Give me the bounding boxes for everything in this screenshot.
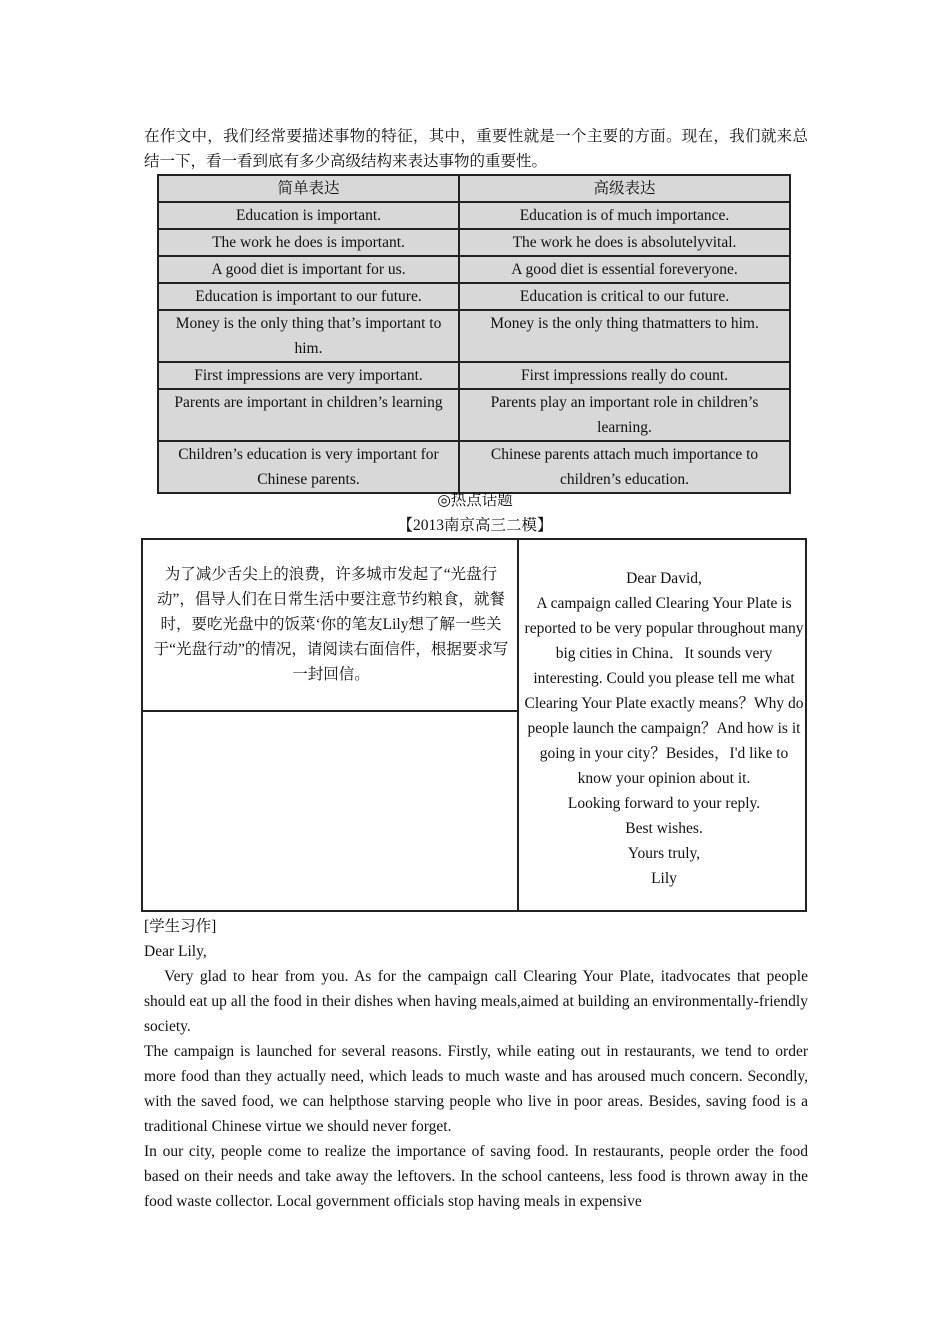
essay-greeting: Dear Lily, [144, 943, 207, 960]
header-advanced: 高级表达 [459, 175, 790, 202]
table-header-row [158, 175, 790, 202]
table-row [158, 229, 790, 256]
exam-source-heading: 【2013南京高三二模】 [397, 517, 553, 534]
letter-signature: Lily [651, 870, 677, 887]
intro-paragraph: 在作文中，我们经常要描述事物的特征，其中，重要性就是一个主要的方面。现在，我们就来总结一下，看一看到底有多少高级结构来表达事物的重要性。 [144, 128, 808, 170]
simple-cell: Parents are important in children’s learning [158, 389, 459, 441]
essay-label: [学生习作] [144, 918, 217, 935]
table-row [158, 202, 790, 229]
letter-closing: Looking forward to your reply. [567, 795, 761, 812]
hot-topic-heading: ◎热点话题 [437, 492, 513, 509]
table-row [158, 310, 790, 362]
advanced-cell: A good diet is essential foreveryone. [459, 256, 790, 283]
simple-cell: First impressions are very important. [158, 362, 459, 389]
simple-cell: The work he does is important. [158, 229, 459, 256]
box-divider-horizontal [143, 710, 517, 712]
simple-cell: Education is important. [158, 202, 459, 229]
table-row [158, 256, 790, 283]
writing-task-box [141, 538, 807, 912]
table-row [158, 283, 790, 310]
letter-greeting: Dear David, [626, 570, 702, 587]
advanced-cell: Chinese parents attach much importance to children’s education. [459, 441, 790, 493]
advanced-cell: The work he does is absolutelyvital. [459, 229, 790, 256]
letter-signoff: Yours truly, [627, 845, 701, 862]
advanced-cell: Parents play an important role in children’s learning. [459, 389, 790, 441]
table-row [158, 441, 790, 493]
advanced-cell: First impressions really do count. [459, 362, 790, 389]
simple-cell: Children’s education is very important for Chinese parents. [158, 441, 459, 493]
expression-table [157, 174, 791, 494]
table-row [158, 362, 790, 389]
letter-body: A campaign called Clearing Your Plate is reported to be very popular throughout many big cities in China．It sounds very interesting. Could you please tell me what Clearing Your Plate exactly means？Why do people launch the campaign？And how is it going in your city？Besides，I'd like to know your opinion about it. [524, 595, 804, 787]
task-prompt: 为了减少舌尖上的浪费，许多城市发起了“光盘行动”，倡导人们在日常生活中要注意节约粮食，就餐时，要吃光盘中的饭菜‘你的笔友Lily想了解一些关于“光盘行动”的情况，请阅读右面信件，根据要求写一封回信。 [153, 566, 509, 683]
pen-pal-letter [523, 566, 805, 891]
student-essay [144, 914, 808, 1214]
simple-cell: Education is important to our future. [158, 283, 459, 310]
advanced-cell: Education is of much importance. [459, 202, 790, 229]
box-divider-vertical [517, 540, 519, 910]
letter-wishes: Best wishes. [625, 820, 703, 837]
essay-paragraph: In our city, people come to realize the importance of saving food. In restaurants, people order the food based on their needs and take away the leftovers. In the school canteens, less food is thrown away in the food waste collector. Local government officials stop having meals in expensive [144, 1143, 808, 1210]
simple-cell: A good diet is important for us. [158, 256, 459, 283]
simple-cell: Money is the only thing that’s important to him. [158, 310, 459, 362]
table-row [158, 389, 790, 441]
advanced-cell: Money is the only thing thatmatters to him. [459, 310, 790, 362]
advanced-cell: Education is critical to our future. [459, 283, 790, 310]
essay-paragraph: Very glad to hear from you. As for the campaign call Clearing Your Plate, itadvocates that people should eat up all the food in their dishes when having meals,aimed at building an environmentally-friendly society. [144, 968, 808, 1035]
essay-paragraph: The campaign is launched for several reasons. Firstly, while eating out in restaurants, we tend to order more food than they actually need, which leads to much waste and has aroused much concern. Secondly, with the saved food, we can helpthose starving people who live in poor areas. Besides, saving food is a traditional Chinese virtue we should never forget. [144, 1043, 808, 1135]
header-simple: 简单表达 [158, 175, 459, 202]
